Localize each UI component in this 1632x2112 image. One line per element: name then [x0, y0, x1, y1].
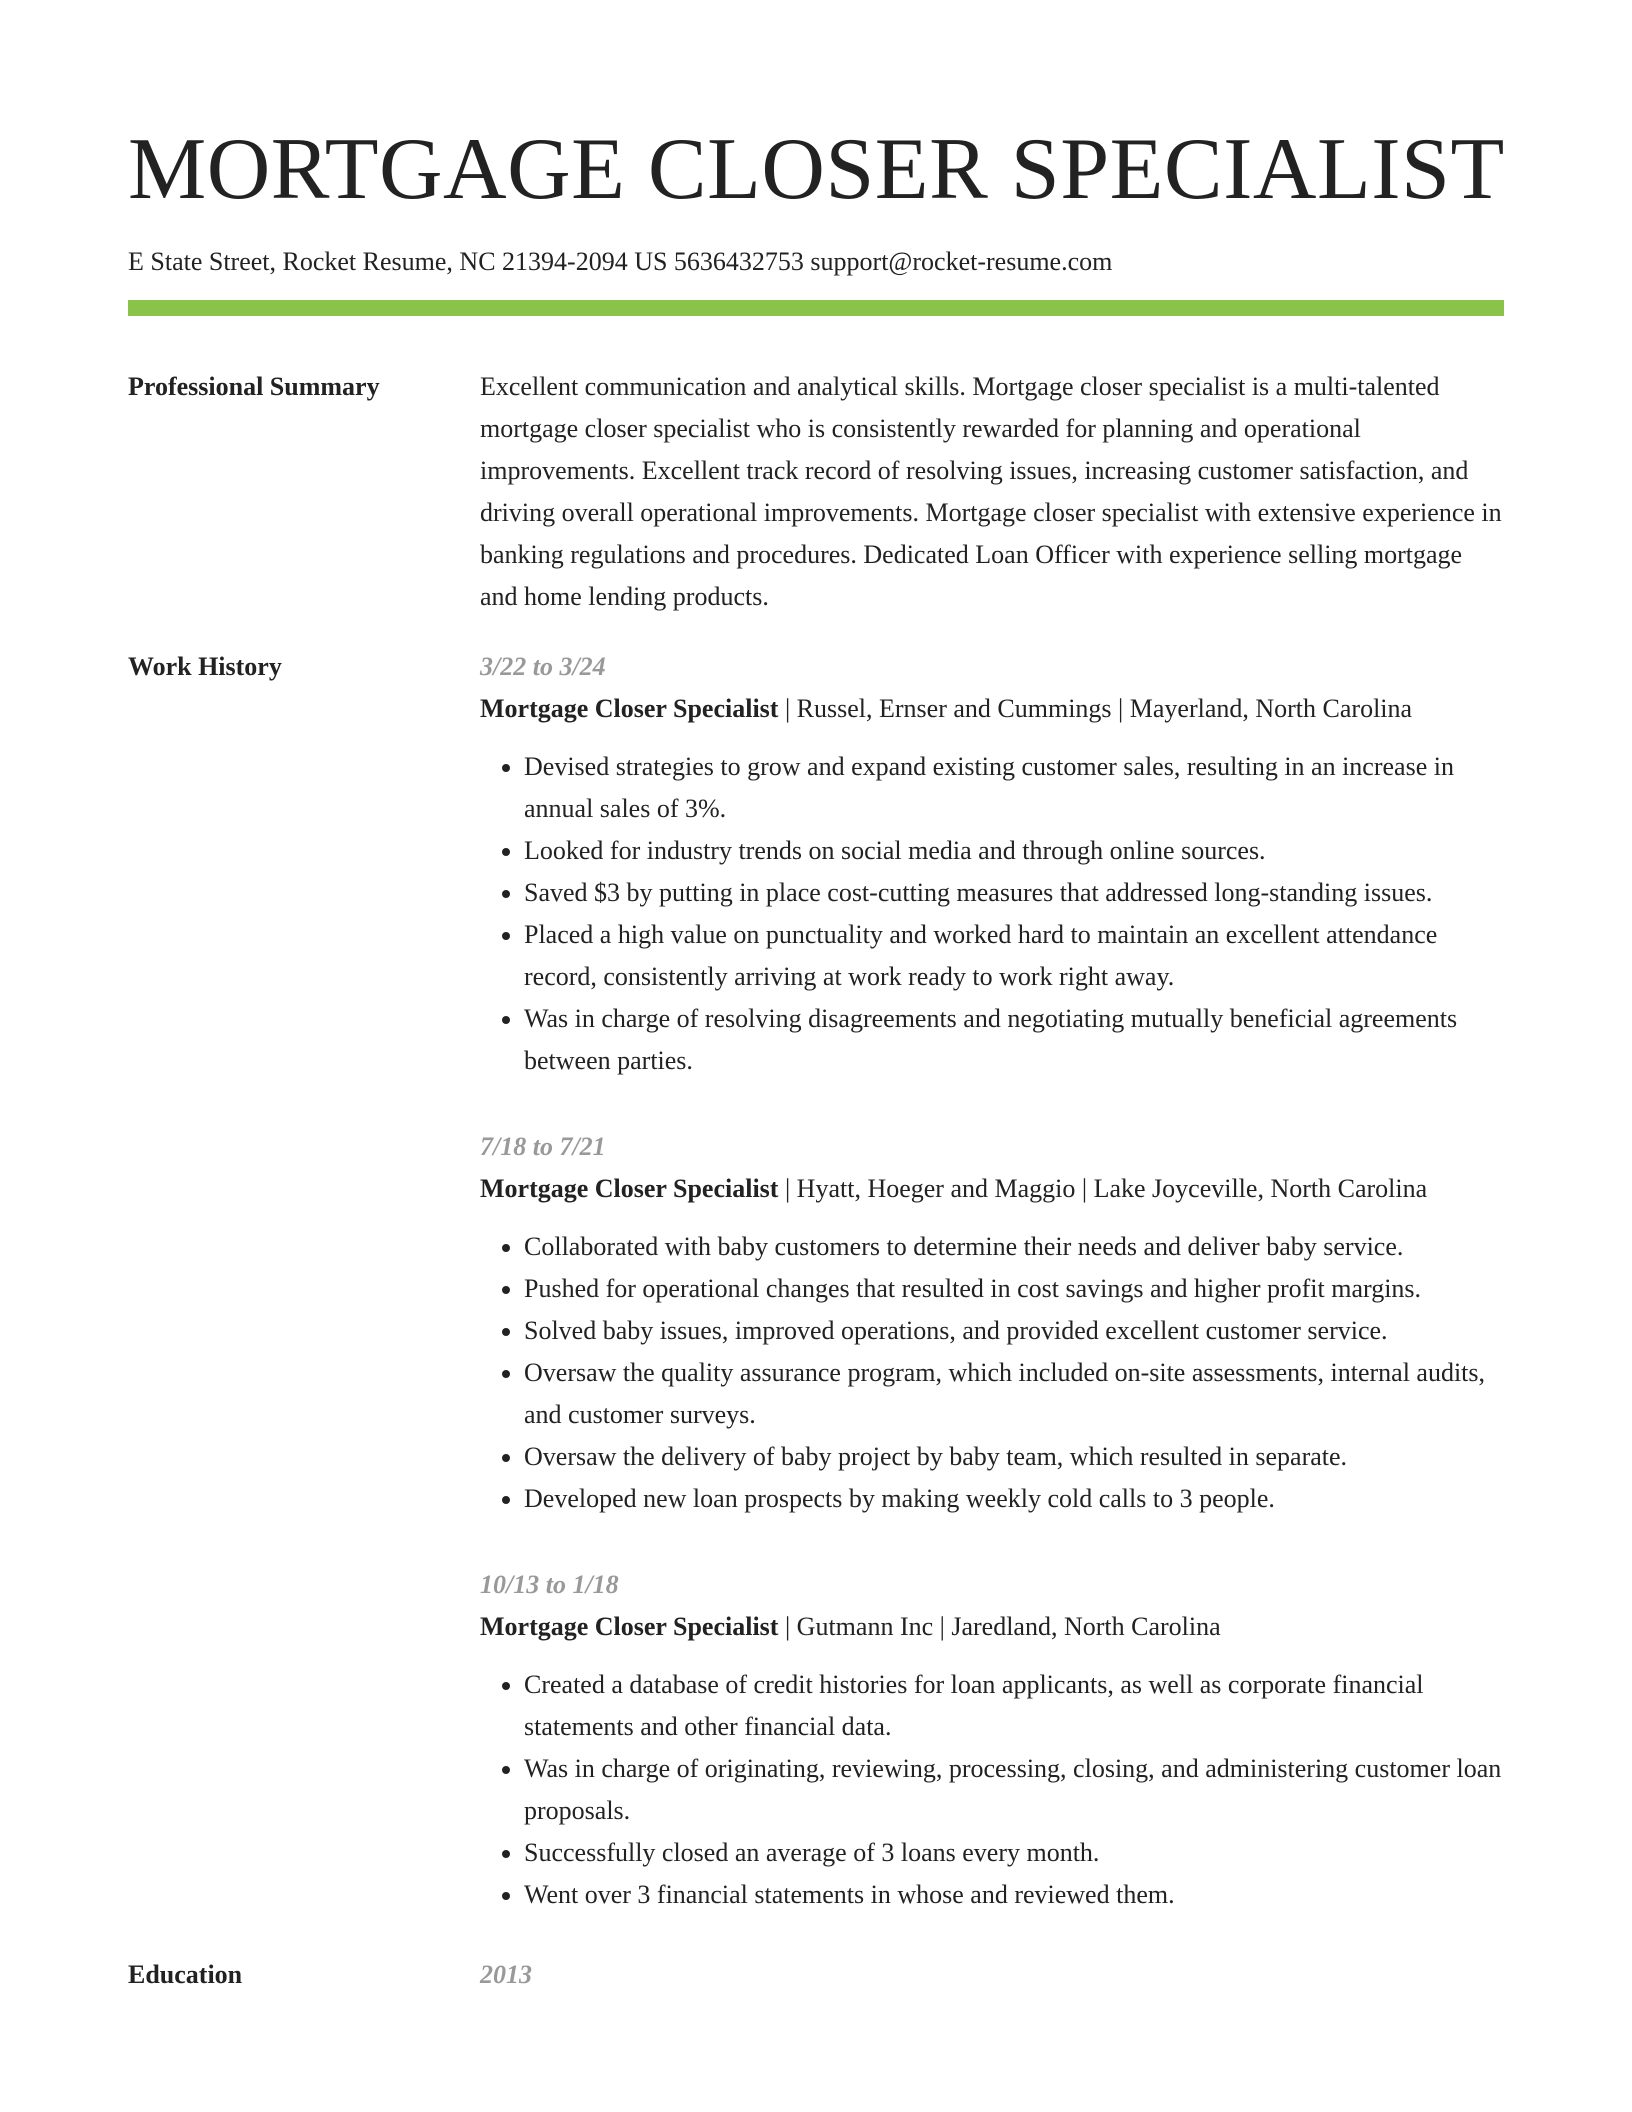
list-item: • Oversaw the quality assurance program, which included on-site assessments, internal audits, and customer surveys.: [524, 1352, 1504, 1436]
job-details: | Russel, Ernser and Cummings | Mayerland, North Carolina: [778, 694, 1413, 723]
job-dates: 3/22 to 3/24: [480, 652, 606, 681]
education-section: [128, 1954, 1504, 1996]
resume-title: MORTGAGE CLOSER SPECIALIST: [128, 121, 1505, 218]
job-heading: [480, 1606, 1504, 1648]
job-entry: [480, 1126, 1504, 1520]
education-dates: 2013: [480, 1960, 532, 1989]
job-bullets: [480, 1664, 1504, 1916]
section-label: Professional Summary: [128, 372, 380, 401]
list-item: • Oversaw the delivery of baby project by baby team, which resulted in separate.: [524, 1436, 1504, 1478]
list-item: • Solved baby issues, improved operations, and provided excellent customer service.: [524, 1310, 1504, 1352]
list-item: • Looked for industry trends on social media and through online sources.: [524, 830, 1504, 872]
list-item: • Created a database of credit histories for loan applicants, as well as corporate financial statements and other financial data.: [524, 1664, 1504, 1748]
job-title: Mortgage Closer Specialist: [480, 694, 779, 723]
list-item: • Developed new loan prospects by making weekly cold calls to 3 people.: [524, 1478, 1504, 1520]
section-label: Work History: [128, 652, 282, 681]
jobs-list: [480, 646, 1504, 1916]
job-details: | Gutmann Inc | Jaredland, North Carolina: [778, 1612, 1221, 1641]
work-history-section: [128, 646, 1504, 1916]
contact-line: E State Street, Rocket Resume, NC 21394-2094 US 5636432753 support@rocket-resume.com: [128, 247, 1113, 276]
job-title: Mortgage Closer Specialist: [480, 1174, 779, 1203]
section-label: Education: [128, 1960, 243, 1989]
job-details: | Hyatt, Hoeger and Maggio | Lake Joyceville, North Carolina: [778, 1174, 1428, 1203]
accent-divider: [128, 300, 1504, 316]
list-item: • Was in charge of originating, reviewing, processing, closing, and administering customer loan proposals.: [524, 1748, 1504, 1832]
job-heading: [480, 688, 1504, 730]
job-heading: [480, 1168, 1504, 1210]
job-bullets: [480, 746, 1504, 1082]
job-dates: 10/13 to 1/18: [480, 1570, 619, 1599]
list-item: • Successfully closed an average of 3 loans every month.: [524, 1832, 1504, 1874]
list-item: • Placed a high value on punctuality and worked hard to maintain an excellent attendance record, consistently arriving at work ready to work right away.: [524, 914, 1504, 998]
summary-text: Excellent communication and analytical skills. Mortgage closer specialist is a multi-talented mortgage closer specialist who is consistently rewarded for planning and operational improvements. Excellent track record of resolving issues, increasing customer satisfaction, and driving overall operational improvements. Mortgage closer specialist with extensive experience in banking regulations and procedures. Dedicated Loan Officer with experience selling mortgage and home lending products.: [480, 372, 1502, 611]
professional-summary-section: [128, 366, 1504, 618]
list-item: • Was in charge of resolving disagreements and negotiating mutually beneficial agreements between parties.: [524, 998, 1504, 1082]
list-item: • Went over 3 financial statements in whose and reviewed them.: [524, 1874, 1504, 1916]
resume-page: [128, 118, 1504, 1996]
job-bullets: [480, 1226, 1504, 1520]
list-item: • Pushed for operational changes that resulted in cost savings and higher profit margins.: [524, 1268, 1504, 1310]
job-dates: 7/18 to 7/21: [480, 1132, 606, 1161]
job-entry: [480, 646, 1504, 1082]
job-title: Mortgage Closer Specialist: [480, 1612, 779, 1641]
list-item: • Collaborated with baby customers to determine their needs and deliver baby service.: [524, 1226, 1504, 1268]
list-item: • Saved $3 by putting in place cost-cutting measures that addressed long-standing issues.: [524, 872, 1504, 914]
list-item: • Devised strategies to grow and expand existing customer sales, resulting in an increase in annual sales of 3%.: [524, 746, 1504, 830]
job-entry: [480, 1564, 1504, 1916]
